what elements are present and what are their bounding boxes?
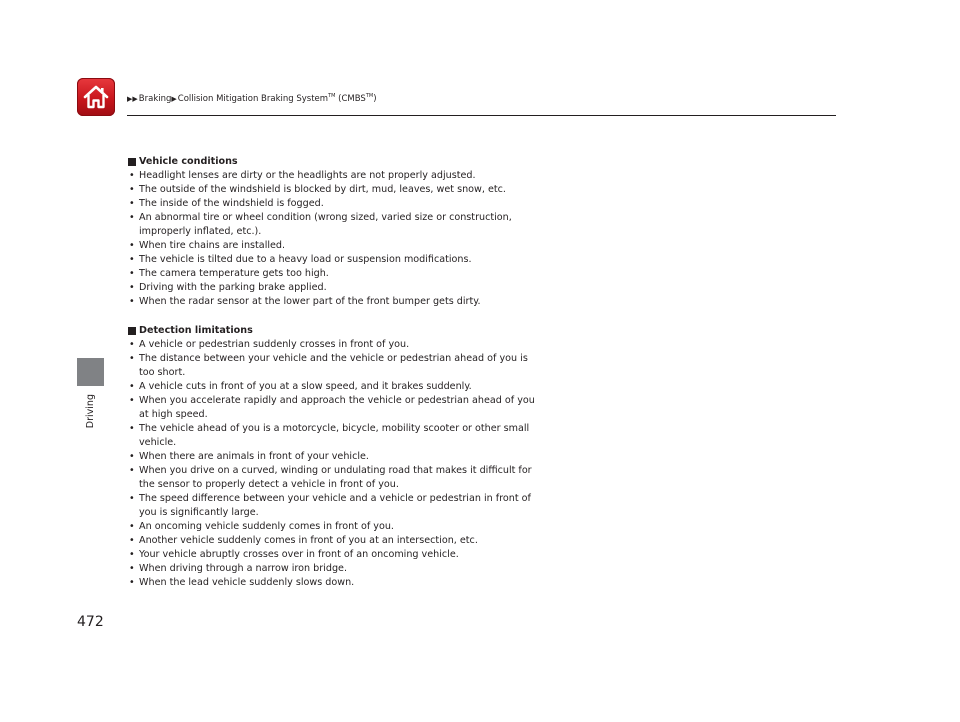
list-item: • Another vehicle suddenly comes in front of you at an intersection, etc. [128,534,568,548]
square-bullet-icon [128,158,136,166]
header-divider [127,115,836,116]
list-item: • When the lead vehicle suddenly slows down. [128,576,568,590]
list-item: • When you accelerate rapidly and approach the vehicle or pedestrian ahead of you at high speed. [128,394,568,422]
list-item: • Driving with the parking brake applied. [128,281,568,295]
list-item: • An abnormal tire or wheel condition (wrong sized, varied size or construction, improperly inflated, etc.). [128,211,568,239]
breadcrumb-item-cmbs[interactable]: Collision Mitigation Braking System™ (CMBS™) [177,93,377,104]
section-heading-text: Vehicle conditions [139,156,238,167]
list-item: • Your vehicle abruptly crosses over in front of an oncoming vehicle. [128,548,568,562]
list-item: • When tire chains are installed. [128,239,568,253]
page-number: 472 [77,614,104,630]
breadcrumb-arrow-icon: ▶ [171,95,177,103]
list-item: • An oncoming vehicle suddenly comes in front of you. [128,520,568,534]
section-spacer [128,309,568,324]
home-button[interactable] [77,78,115,116]
section-heading [128,324,568,338]
list-item: • A vehicle or pedestrian suddenly crosses in front of you. [128,338,568,352]
main-content [128,155,568,590]
breadcrumb-item-braking[interactable]: Braking [138,94,172,104]
list-item: • The outside of the windshield is blocked by dirt, mud, leaves, wet snow, etc. [128,183,568,197]
section-tab [77,358,104,386]
breadcrumb [127,94,377,104]
list-item: • When you drive on a curved, winding or undulating road that makes it difficult for the sensor to properly detect a vehicle in front of you. [128,464,568,492]
home-icon [82,84,110,110]
list-item: • A vehicle cuts in front of you at a slow speed, and it brakes suddenly. [128,380,568,394]
section-label: Driving [85,394,96,429]
list-item: • When driving through a narrow iron bridge. [128,562,568,576]
list-item: • The speed difference between your vehicle and a vehicle or pedestrian in front of you is significantly large. [128,492,568,520]
list-item: • The vehicle is tilted due to a heavy load or suspension modifications. [128,253,568,267]
bullet-list [128,338,568,590]
section-vehicle-conditions [128,155,568,309]
list-item: • When the radar sensor at the lower part of the front bumper gets dirty. [128,295,568,309]
section-heading-text: Detection limitations [139,325,253,336]
breadcrumb-arrow-icon: ▶▶ [127,95,138,103]
section-heading [128,155,568,169]
section-detection-limitations [128,324,568,590]
list-item: • Headlight lenses are dirty or the headlights are not properly adjusted. [128,169,568,183]
list-item: • The inside of the windshield is fogged. [128,197,568,211]
square-bullet-icon [128,327,136,335]
list-item: • The camera temperature gets too high. [128,267,568,281]
bullet-list [128,169,568,309]
list-item: • When there are animals in front of your vehicle. [128,450,568,464]
list-item: • The distance between your vehicle and the vehicle or pedestrian ahead of you is too short. [128,352,568,380]
list-item: • The vehicle ahead of you is a motorcycle, bicycle, mobility scooter or other small vehicle. [128,422,568,450]
